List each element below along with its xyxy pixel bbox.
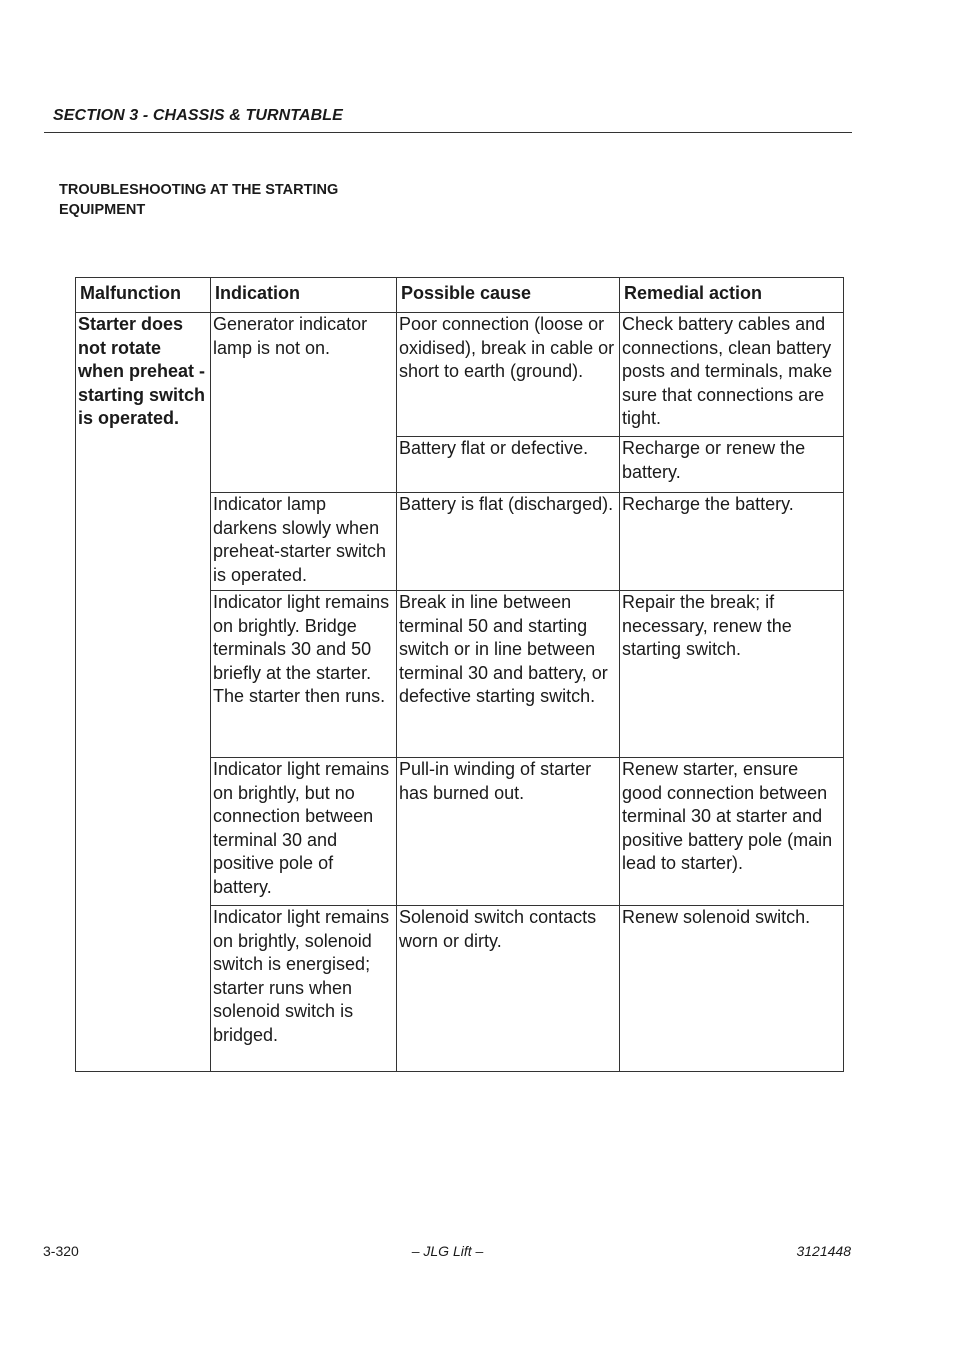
column-header-possible-cause: Possible cause	[397, 278, 620, 313]
action-cell: Repair the break; if necessary, renew the starting switch.	[620, 591, 844, 758]
action-cell: Check battery cables and connections, clean battery posts and terminals, make sure that connections are tight.	[620, 313, 844, 437]
cause-cell: Pull-in winding of starter has burned out.	[397, 758, 620, 906]
page-number: 3-320	[43, 1243, 79, 1259]
cause-cell: Poor connection (loose or oxidised), break in cable or short to earth (ground).	[397, 313, 620, 437]
action-cell: Renew solenoid switch.	[620, 906, 844, 1072]
cause-cell: Battery flat or defective.	[397, 437, 620, 493]
section-header: SECTION 3 - CHASSIS & TURNTABLE	[53, 107, 343, 124]
indication-cell: Indicator lamp darkens slowly when preheat-starter switch is operated.	[211, 493, 397, 591]
action-cell: Recharge the battery.	[620, 493, 844, 591]
malfunction-cell: Starter does not rotate when preheat - starting switch is operated.	[76, 313, 211, 1072]
page-title: TROUBLESHOOTING AT THE STARTING EQUIPMENT	[59, 182, 339, 218]
header-rule	[44, 132, 852, 133]
cause-cell: Battery is flat (discharged).	[397, 493, 620, 591]
troubleshooting-table	[75, 277, 844, 1072]
indication-cell: Indicator light remains on brightly, solenoid switch is energised; starter runs when solenoid switch is bridged.	[211, 906, 397, 1072]
cause-cell: Solenoid switch contacts worn or dirty.	[397, 906, 620, 1072]
document-number: 3121448	[796, 1243, 851, 1259]
indication-cell: Indicator light remains on brightly. Bridge terminals 30 and 50 briefly at the starter. The starter then runs.	[211, 591, 397, 758]
indication-cell: Generator indicator lamp is not on.	[211, 313, 397, 493]
table-header-row	[76, 278, 844, 313]
column-header-remedial-action: Remedial action	[620, 278, 844, 313]
action-cell: Recharge or renew the battery.	[620, 437, 844, 493]
indication-cell: Indicator light remains on brightly, but no connection between terminal 30 and positive pole of battery.	[211, 758, 397, 906]
column-header-indication: Indication	[211, 278, 397, 313]
action-cell: Renew starter, ensure good connection between terminal 30 at starter and positive battery pole (main lead to starter).	[620, 758, 844, 906]
cause-cell: Break in line between terminal 50 and starting switch or in line between terminal 30 and battery, or defective starting switch.	[397, 591, 620, 758]
table-row	[76, 313, 844, 437]
column-header-malfunction: Malfunction	[76, 278, 211, 313]
footer-brand: – JLG Lift –	[411, 1243, 484, 1259]
